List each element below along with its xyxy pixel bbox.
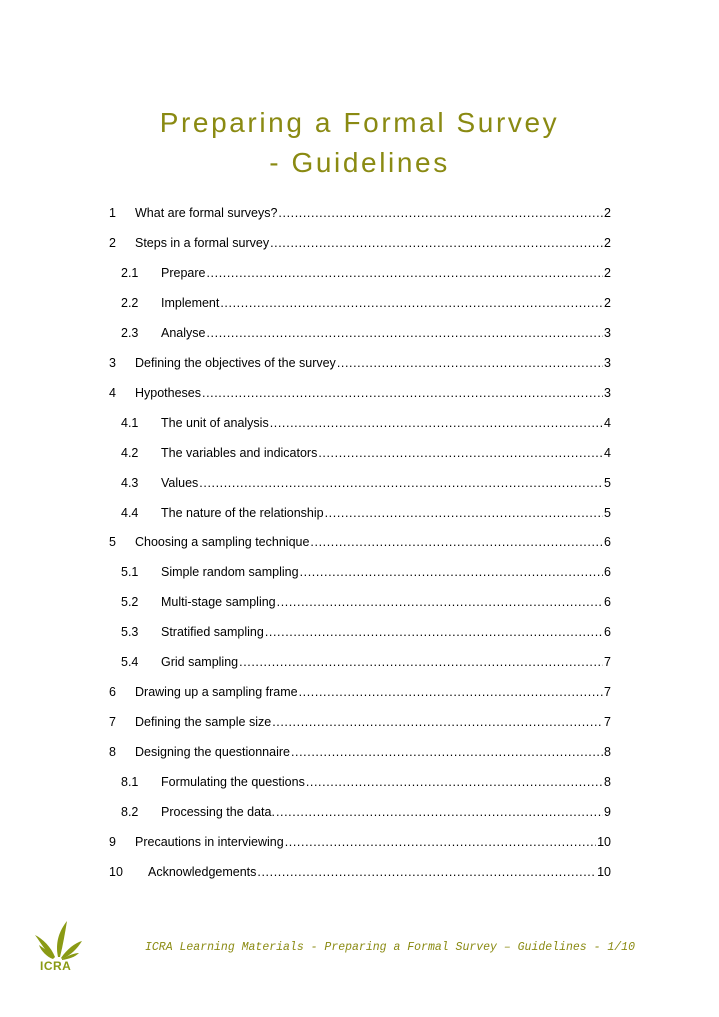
toc-entry[interactable] [109,684,611,700]
toc-entry-page: 2 [604,206,611,220]
toc-entry-page: 9 [604,805,611,819]
toc-entry-page: 7 [604,685,611,699]
toc-entry-label[interactable]: Multi-stage sampling [161,595,276,609]
toc-entry-page: 5 [604,476,611,490]
toc-dot-leader [206,265,603,281]
toc-entry-page: 10 [597,835,611,849]
toc-dot-leader [291,744,603,760]
toc-dot-leader [278,205,603,221]
toc-entry[interactable] [109,534,611,550]
toc-dot-leader [325,505,603,521]
toc-dot-leader [310,534,603,550]
toc-dot-leader [265,624,603,640]
toc-entry[interactable] [121,295,611,311]
toc-entry-label[interactable]: Defining the objectives of the survey [135,356,336,370]
toc-dot-leader [202,385,603,401]
toc-entry-label[interactable]: Drawing up a sampling frame [135,685,298,699]
toc-dot-leader [285,834,596,850]
toc-entry-page: 2 [604,266,611,280]
toc-entry-label[interactable]: Processing the data. [161,805,275,819]
toc-entry-number: 10 [109,865,123,879]
toc-entry[interactable] [109,385,611,401]
toc-entry-number: 7 [109,715,116,729]
toc-entry-page: 7 [604,715,611,729]
toc-dot-leader [299,684,603,700]
toc-entry-page: 7 [604,655,611,669]
toc-entry-label[interactable]: Choosing a sampling technique [135,535,310,549]
toc-entry[interactable] [121,804,611,820]
toc-entry-label[interactable]: Values [161,476,199,490]
toc-entry[interactable] [121,774,611,790]
toc-dot-leader [300,564,603,580]
toc-entry[interactable] [121,415,611,431]
toc-entry-page: 8 [604,745,611,759]
toc-entry-label[interactable]: The variables and indicators [161,446,318,460]
toc-entry[interactable] [109,714,611,730]
toc-entry[interactable] [109,205,611,221]
toc-entry-page: 3 [604,356,611,370]
toc-entry[interactable] [109,235,611,251]
toc-entry[interactable] [109,355,611,371]
toc-entry-number: 8.1 [121,775,139,789]
toc-dot-leader [277,594,603,610]
toc-entry-label[interactable]: Analyse [161,326,206,340]
toc-entry[interactable] [121,654,611,670]
toc-dot-leader [257,864,596,880]
toc-entry-label[interactable]: Formulating the questions [161,775,305,789]
toc-entry-number: 3 [109,356,116,370]
toc-entry-label[interactable]: Prepare [161,266,206,280]
toc-entry-label[interactable]: Simple random sampling [161,565,299,579]
toc-entry-label[interactable]: Designing the questionnaire [135,745,290,759]
toc-entry-number: 4 [109,386,116,400]
toc-entry-page: 10 [597,865,611,879]
toc-entry-page: 6 [604,625,611,639]
toc-entry-number: 2 [109,236,116,250]
toc-entry-number: 5 [109,535,116,549]
toc-entry-number: 4.4 [121,506,139,520]
toc-entry-page: 3 [604,386,611,400]
toc-dot-leader [337,355,603,371]
toc-entry[interactable] [121,325,611,341]
toc-dot-leader [206,325,603,341]
toc-entry[interactable] [109,834,611,850]
toc-entry-label[interactable]: Implement [161,296,220,310]
toc-entry-label[interactable]: The nature of the relationship [161,506,324,520]
toc-entry-page: 6 [604,535,611,549]
toc-entry-number: 2.2 [121,296,139,310]
page-footer: ICRA Learning Materials - Preparing a Formal Survey – Guidelines - 1/10 [145,941,635,954]
toc-entry-label[interactable]: The unit of analysis [161,416,269,430]
toc-entry[interactable] [109,864,611,880]
document-title-line-2: - Guidelines [269,147,450,178]
toc-entry-number: 9 [109,835,116,849]
toc-entry-page: 2 [604,236,611,250]
toc-entry-page: 8 [604,775,611,789]
toc-entry-page: 5 [604,506,611,520]
toc-entry-label[interactable]: Hypotheses [135,386,202,400]
toc-entry-label[interactable]: Steps in a formal survey [135,236,270,250]
toc-dot-leader [272,714,603,730]
toc-entry-page: 4 [604,416,611,430]
toc-dot-leader [318,445,603,461]
toc-entry-label[interactable]: Precautions in interviewing [135,835,284,849]
toc-entry-number: 4.2 [121,446,139,460]
toc-entry-number: 5.1 [121,565,139,579]
toc-entry[interactable] [121,594,611,610]
toc-entry[interactable] [109,744,611,760]
toc-dot-leader [270,235,603,251]
toc-dot-leader [220,295,603,311]
toc-entry[interactable] [121,564,611,580]
toc-dot-leader [270,415,603,431]
toc-entry-number: 5.2 [121,595,139,609]
document-title-line-1: Preparing a Formal Survey [159,107,560,138]
toc-dot-leader [239,654,603,670]
logo-text: ICRA [40,959,72,973]
toc-entry-number: 1 [109,206,116,220]
toc-dot-leader [306,774,603,790]
toc-entry-number: 4.3 [121,476,139,490]
toc-entry[interactable] [121,475,611,491]
toc-entry-label[interactable]: Acknowledgements [148,865,257,879]
toc-entry-number: 5.4 [121,655,139,669]
toc-entry[interactable] [121,505,611,521]
toc-entry[interactable] [121,445,611,461]
toc-entry-number: 5.3 [121,625,139,639]
toc-entry-page: 2 [604,296,611,310]
toc-entry-page: 4 [604,446,611,460]
toc-entry-number: 6 [109,685,116,699]
toc-entry-number: 8 [109,745,116,759]
toc-entry-page: 6 [604,595,611,609]
toc-entry-page: 6 [604,565,611,579]
toc-entry-label[interactable]: Grid sampling [161,655,239,669]
toc-dot-leader [199,475,603,491]
toc-entry-number: 2.3 [121,326,139,340]
toc-entry-number: 8.2 [121,805,139,819]
toc-entry-label[interactable]: Defining the sample size [135,715,272,729]
toc-entry[interactable] [121,265,611,281]
toc-entry[interactable] [121,624,611,640]
toc-entry-number: 2.1 [121,266,139,280]
toc-entry-label[interactable]: What are formal surveys? [135,206,278,220]
toc-entry-number: 4.1 [121,416,139,430]
toc-entry-page: 3 [604,326,611,340]
toc-dot-leader [276,804,603,820]
toc-entry-label[interactable]: Stratified sampling [161,625,264,639]
